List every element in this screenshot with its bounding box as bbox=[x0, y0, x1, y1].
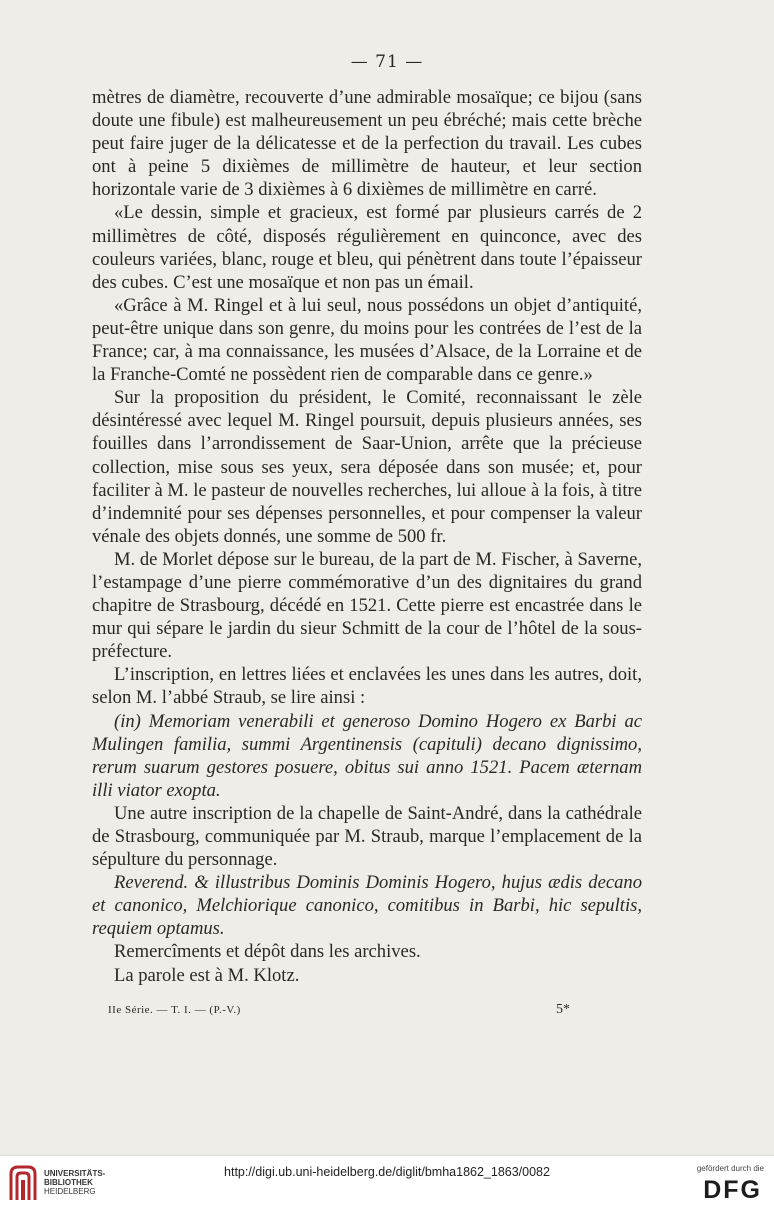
viewer-footer-bar bbox=[0, 1155, 774, 1210]
library-name-line: UNIVERSITÄTS- bbox=[44, 1169, 106, 1178]
latin-inscription: Reverend. & illustribus Dominis Dominis Hogero, hujus ædis decano et canonico, Melchiorique canonico, comitibus in Barbi, hic sepultis, requiem optamus. bbox=[92, 872, 642, 940]
page-number: — 71 — bbox=[350, 52, 424, 72]
series-signature: IIe Série. — T. I. — (P.-V.) bbox=[108, 1004, 241, 1016]
latin-inscription: (in) Memoriam venerabili et generoso Domino Hogero ex Barbi ac Mulingen familia, summi Argentinensis (capituli) decano dignissimo, rerum suarum gestores posuere, obitus sui anno 1521. Pacem æternam illi viator exopta. bbox=[92, 710, 642, 801]
paragraph: La parole est à M. Klotz. bbox=[114, 964, 300, 986]
body-text bbox=[92, 86, 642, 987]
funded-by-label: gefördert durch die bbox=[696, 1164, 764, 1173]
paragraph: L’inscription, en lettres liées et enclavées les unes dans les autres, doit, selon M. l’abbé Straub, se lire ainsi : bbox=[92, 664, 642, 709]
permalink-url[interactable]: http://digi.ub.uni-heidelberg.de/diglit/bmha1862_1863/0082 bbox=[224, 1165, 550, 1179]
paragraph: Sur la proposition du président, le Comité, reconnaissant le zèle désintéressé avec lequel M. Ringel poursuit, depuis plusieurs années, ses fouilles dans l’arrondissement de Saar-Union, arrête que la précieuse collection, mise sous ses yeux, sera déposée dans son musée; et, pour faciliter à M. le pasteur de nouvelles recherches, lui alloue à la fois, à titre d’indemnité pour ses dépenses personnelles, et pour compenser la valeur vénale des objets donnés, une somme de 500 fr. bbox=[92, 387, 642, 547]
paragraph: «Le dessin, simple et gracieux, est formé par plusieurs carrés de 2 millimètres de côté, disposés régulièrement en quinconce, avec des couleurs variées, blanc, rouge et bleu, qui pénètrent dans toute l’épaisseur des cubes. C’est une mosaïque et non pas un émail. bbox=[92, 202, 642, 293]
paragraph: M. de Morlet dépose sur le bureau, de la part de M. Fischer, à Saverne, l’estampage d’une pierre commémorative d’un des dignitaires du grand chapitre de Strasbourg, décédé en 1521. Cette pierre est encastrée dans le mur qui sépare le jardin du sieur Schmitt de la cour de l’hôtel de la sous-préfecture. bbox=[92, 548, 642, 663]
sheet-mark: 5* bbox=[556, 1002, 570, 1017]
paragraph: Remercîments et dépôt dans les archives. bbox=[114, 941, 421, 963]
paragraph: Une autre inscription de la chapelle de Saint-André, dans la cathédrale de Strasbourg, communiquée par M. Straub, marque l’emplacement de la sépulture du personnage. bbox=[92, 802, 642, 871]
paragraph: «Grâce à M. Ringel et à lui seul, nous possédons un objet d’antiquité, peut-être unique dans son genre, du moins pour les contrées de l’est de la France; car, à ma connaissance, les musées d’Alsace, de la Lorraine et de la Franche-Comté ne possèdent rien de comparable dans ce genre.» bbox=[92, 294, 642, 386]
library-name-line: HEIDELBERG bbox=[44, 1187, 96, 1196]
paragraph: mètres de diamètre, recouverte d’une admirable mosaïque; ce bijou (sans doute une fibule) est malheureusement un peu ébréché; mais cette brèche peut faire juger de la délicatesse et de la perfection du travail. Les cubes ont à peine 5 dixièmes de millimètre de hauteur, et leur section horizontale varie de 3 dixièmes à 6 dixièmes de millimètre en carré. bbox=[92, 87, 642, 201]
dfg-logo[interactable]: DFG bbox=[703, 1176, 762, 1204]
library-name-line: BIBLIOTHEK bbox=[44, 1178, 93, 1187]
